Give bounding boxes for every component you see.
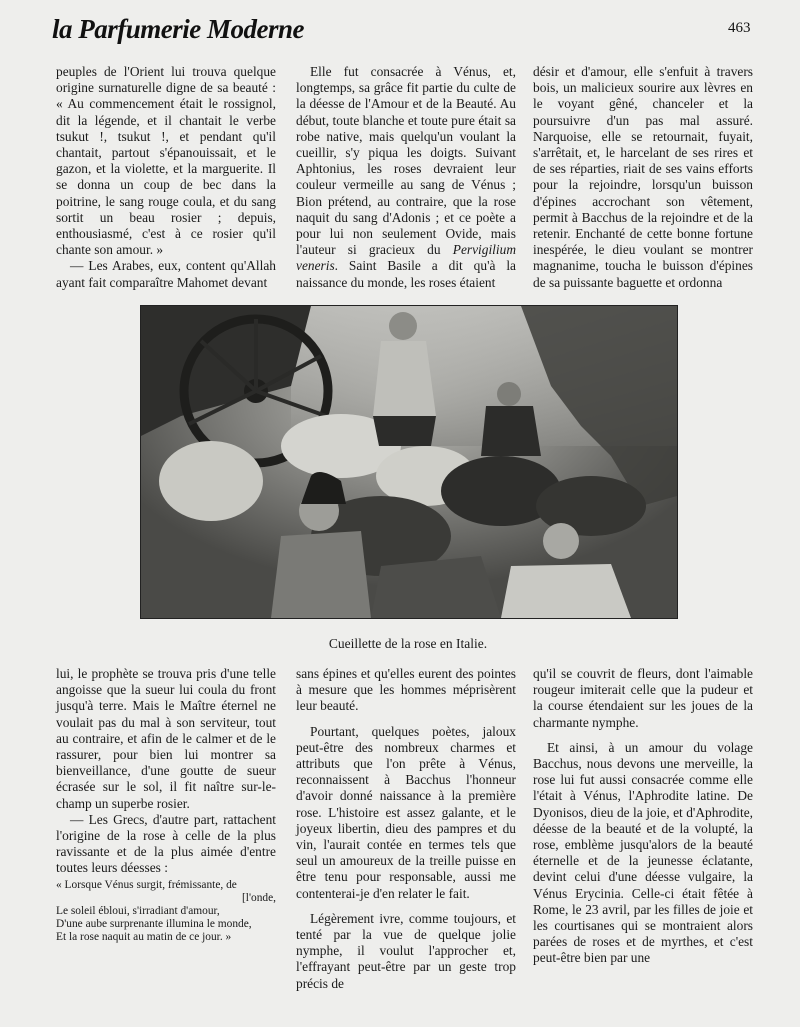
photo-illustration: [141, 306, 677, 618]
paragraph: sans épines et qu'elles eurent des pointes à mesure que les hommes méprisèrent leur beauté.: [296, 666, 516, 714]
bottom-column-3: [533, 666, 753, 966]
paragraph: — Les Arabes, eux, content qu'Allah ayant fait comparaître Mahomet devant: [56, 258, 276, 290]
rose-harvest-photo: [140, 305, 678, 619]
paragraph: peuples de l'Orient lui trouva quelque origine surnaturelle digne de sa beauté : « Au commencement était le rossignol, dit la légende, et il chantait le verbe tsukut !, tsukut !, et pendant qu'il chantait, partout s'épanouissait, et le gazon, et la violette, et la marguerite. Il se donna un coup de bec dans la poitrine, le sang rouge coula, et du sang sortit un beau rosier ; depuis, enthousiasmé, c'est à ce rosier qu'il chante son amour. »: [56, 64, 276, 258]
bottom-column-2: [296, 666, 516, 991]
paragraph: Légèrement ivre, comme toujours, et tenté par la vue de quelque jolie nymphe, il voulut l'approcher et, l'effrayant peut-être par un geste trop précis de: [296, 910, 516, 991]
paragraph: [296, 64, 516, 291]
text-run: . Saint Basile a dit qu'à la naissance du monde, les roses étaient: [296, 258, 516, 290]
paragraph: Pourtant, quelques poètes, jaloux peut-être des nombreux charmes et attributs que l'on prête à Vénus, reconnaissent à Bacchus l'honneur d'avoir donné naissance à la première rose. L'histoire est assez galante, et le joyeux libertin, dieu des pampres et du vin, l'aurait contée en termes tels que seul un amoureux de la treille puisse en être tenu pour responsable, aussi me contenterai-je d'en relater le fait.: [296, 723, 516, 901]
paragraph: désir et d'amour, elle s'enfuit à travers bois, un malicieux sourire aux lèvres en le voyant gêné, chanceler et la poursuivre d'un pas mal assuré. Narquoise, elle se retournait, fuyait, s'arrêtait, et, le harcelant de ses rires et de ses réparties, riait de ses vains efforts pour la rejoindre, lorsqu'un buisson d'épines accrochant son vêtement, permit à Bacchus de la rejoindre et de la retenir. Enchanté de cette bonne fortune inespérée, le dieu voulant se montrer magnanime, toucha le buisson d'épines de sa puissante baguette et ordonna: [533, 64, 753, 290]
page-number: 463: [728, 20, 751, 36]
photo-caption: Cueillette de la rose en Italie.: [328, 636, 488, 651]
paragraph: qu'il se couvrit de fleurs, dont l'aimable rougeur imiterait celle que la pudeur et la course étendaient sur les joues de la charmante nymphe.: [533, 666, 753, 730]
verse-line-continuation: [l'onde,: [242, 891, 276, 904]
verse-line: Et la rose naquit au matin de ce jour. »: [56, 930, 232, 943]
verse-line: Le soleil ébloui, s'irradiant d'amour,: [56, 904, 220, 917]
text-run: Elle fut consacrée à Vénus, et, longtemps, sa grâce fit partie du culte de la déesse de l'Amour et de la Beauté. Au début, toute blanche et toute pure était sa robe native, mais quelqu'un voulant la cueillir, s'y piqua les doigts. Suivant Aphtonius, les roses devraient leur couleur vermeille au sang de Vénus ; Bion prétend, au contraire, que la rose naquit du sang d'Adonis ; et ce poète a pour lui non seulement Ovide, mais l'auteur si gracieux du: [296, 64, 516, 258]
paragraph: lui, le prophète se trouva pris d'une telle angoisse que la sueur lui coula du front jusqu'à terre. Mais le Maître éternel ne voulait pas du mal à son serviteur, tout au contraire, et afin de le calmer et de le rassurer, pour bien lui montrer sa bienveillance, d'une goutte de sueur écrasée sur le sol, il fit naître sur-le-champ un superbe rosier.: [56, 666, 276, 811]
paragraph: Et ainsi, à un amour du volage Bacchus, nous devons une merveille, la rose lui fut aussi consacrée comme elle l'était à Vénus, l'Aphrodite latine. De Dyonisos, dieu de la joie, et d'Aphrodite, déesse de la beauté et de la volupté, la rose, emblème jusqu'alors de la beauté éternelle et de la jeunesse éclatante, devint celui d'une déesse vulgaire, la Vénus Erycinia. Celle-ci était fêtée à Rome, le 23 avril, par les filles de joie et les courtisanes qui se montraient alors parées de roses et de myrthes, et c'est peut-être bien par une: [533, 739, 753, 966]
top-column-3: [533, 64, 753, 290]
foreground-stones: [371, 556, 501, 618]
poem-verse: [56, 879, 276, 944]
paragraph: — Les Grecs, d'autre part, rattachent l'origine de la rose à celle de la plus ravissante et de la plus aimée d'entre toutes leurs déesses :: [56, 811, 276, 876]
verse-line: D'une aube surprenante illumina le monde,: [56, 917, 252, 930]
top-column-1: [56, 64, 276, 290]
italic-title: Pervigilium veneris: [296, 242, 516, 274]
bottom-column-1: [56, 666, 276, 966]
masthead-logo: la Parfumerie Moderne: [52, 14, 304, 44]
rose-sack: [159, 441, 263, 521]
verse-line: « Lorsque Vénus surgit, frémissante, de: [56, 878, 237, 891]
top-column-2: [296, 64, 516, 290]
